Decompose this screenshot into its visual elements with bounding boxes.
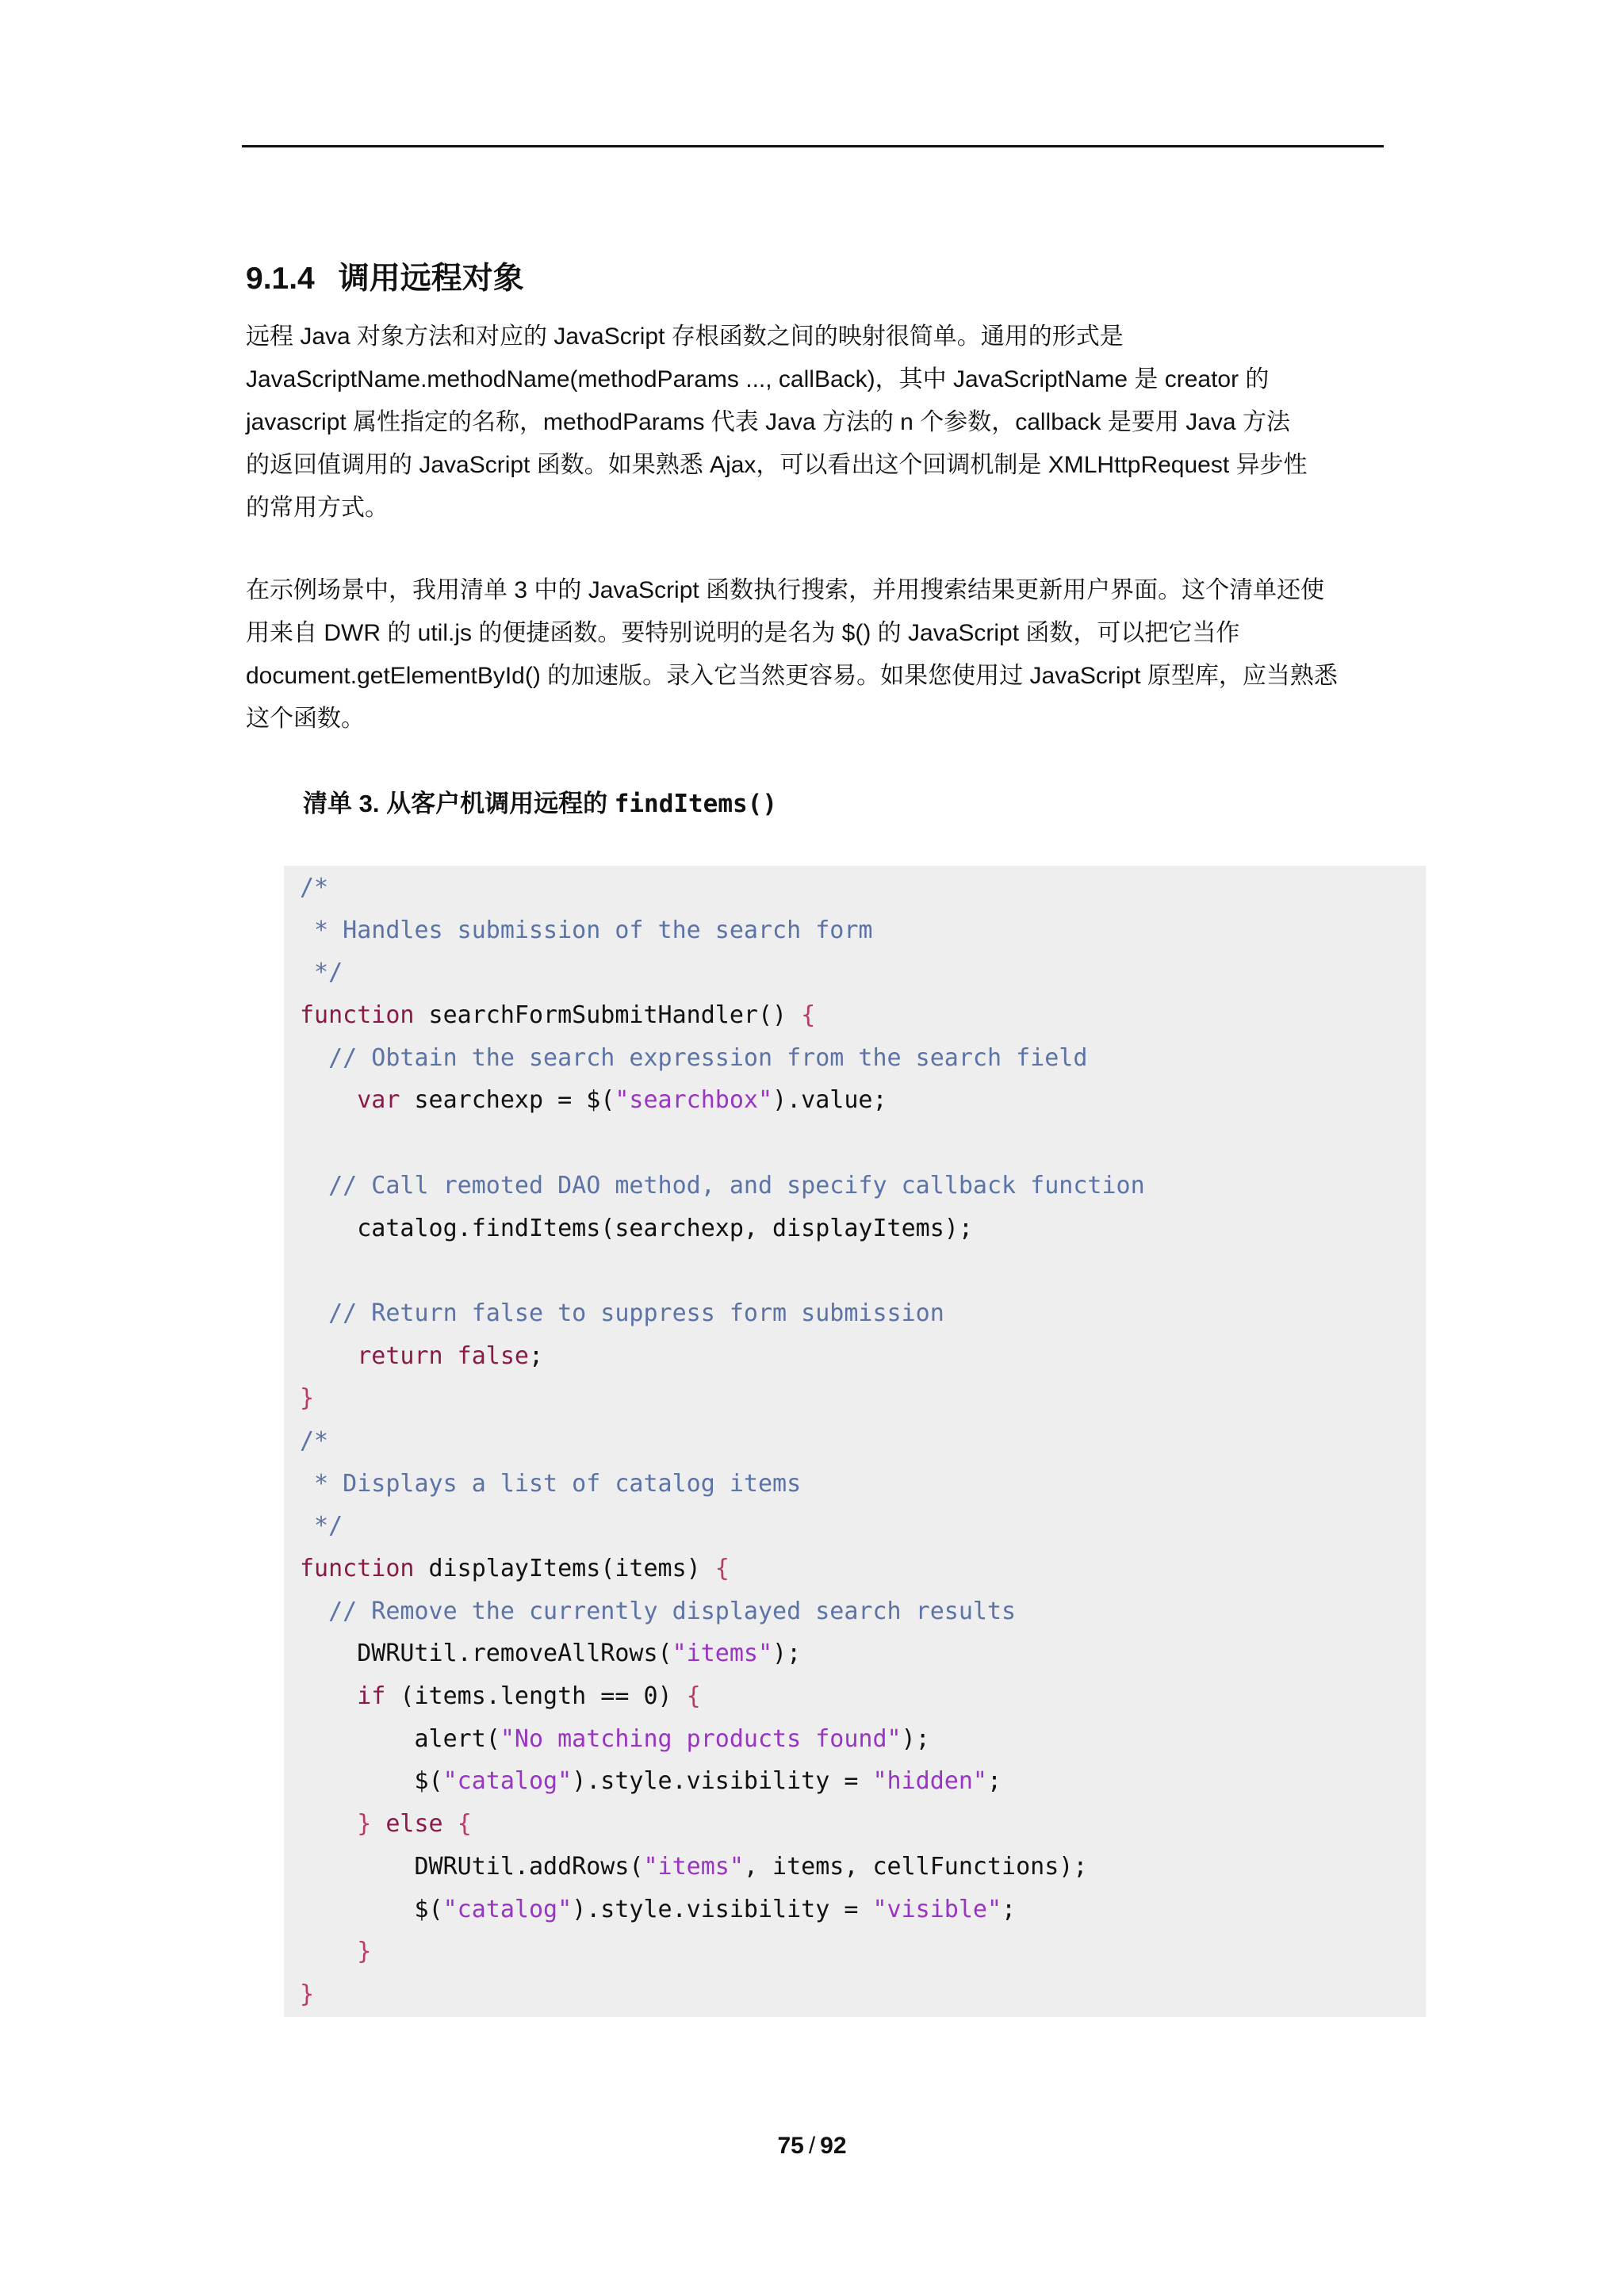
code-line [300, 1590, 1145, 1633]
code-token: DWRUtil.addRows( [300, 1852, 644, 1881]
code-listing [284, 866, 1426, 2017]
code-token: } [300, 1980, 315, 2008]
code-token: * Handles submission of the search form [300, 916, 873, 944]
header-rule [242, 145, 1384, 147]
code-line [300, 1122, 1145, 1165]
code-line [300, 994, 1145, 1037]
code-token: // Return false to suppress form submission [300, 1299, 944, 1327]
listing-caption [303, 783, 777, 819]
listing-caption-code: findItems() [614, 790, 778, 818]
code-token [300, 1086, 357, 1114]
code-token: function [300, 1001, 415, 1030]
code-token: function [300, 1555, 415, 1582]
code-token: { [801, 1001, 816, 1030]
listing-caption-text: 清单 3. 从客户机调用远程的 [303, 790, 615, 817]
section-heading [246, 254, 524, 298]
section-title: 调用远程对象 [338, 262, 524, 296]
code-token [300, 1342, 357, 1370]
code-line [300, 1803, 1145, 1846]
code-line [300, 1292, 1145, 1335]
code-token: { [686, 1682, 701, 1711]
code-line [300, 951, 1145, 994]
code-token: "items" [643, 1852, 744, 1881]
page-number-total: 92 [820, 2133, 847, 2159]
code-token: ); [772, 1640, 802, 1668]
code-token [300, 1682, 357, 1710]
code-token: // Remove the currently displayed search results [300, 1597, 1017, 1625]
code-token: catalog.findItems(searchexp, displayItems); [300, 1214, 973, 1242]
code-line [300, 1037, 1145, 1080]
paragraph-1 [246, 316, 1383, 530]
code-line [300, 1718, 1145, 1761]
code-token: // Call remoted DAO method, and specify callback function [300, 1171, 1145, 1200]
code-block [300, 867, 1145, 2016]
code-line [300, 1463, 1145, 1506]
paragraph-line: 这个函数。 [246, 706, 365, 732]
code-token: alert( [300, 1724, 500, 1753]
code-line [300, 1505, 1145, 1548]
code-line [300, 1931, 1145, 1973]
paragraph-line: JavaScriptName.methodName(methodParams ..., callBack)，其中 JavaScriptName 是 creator 的 [246, 366, 1270, 392]
code-token: if [357, 1682, 386, 1711]
code-line [300, 1846, 1145, 1888]
code-token: * Displays a list of catalog items [300, 1469, 802, 1498]
code-token: "visible" [872, 1895, 1002, 1923]
code-token: searchexp = $( [400, 1086, 615, 1115]
code-token: ); [901, 1724, 930, 1753]
code-token [443, 1810, 458, 1838]
paragraph-line: javascript 属性指定的名称，methodParams 代表 Java 方法的 n 个参数，callback 是要用 Java 方法 [246, 409, 1290, 435]
code-token: ; [529, 1341, 544, 1370]
code-token: } [300, 1384, 315, 1413]
code-token: } [357, 1810, 372, 1839]
code-token: { [457, 1810, 472, 1839]
paragraph-line: 在示例场景中，我用清单 3 中的 JavaScript 函数执行搜索，并用搜索结果更新用户界面。这个清单还使 [246, 577, 1325, 603]
code-token: DWRUtil.removeAllRows( [300, 1640, 672, 1668]
code-token: , items, cellFunctions); [743, 1852, 1088, 1881]
paragraph-line: 远程 Java 对象方法和对应的 JavaScript 存根函数之间的映射很简单。通用的形式是 [246, 323, 1124, 350]
code-token: "searchbox" [615, 1086, 773, 1115]
code-line [300, 1207, 1145, 1250]
section-number: 9.1.4 [246, 262, 315, 296]
paragraph-2 [246, 569, 1383, 740]
code-token: searchFormSubmitHandler() [414, 1001, 802, 1030]
code-line [300, 1165, 1145, 1207]
code-token: "catalog" [442, 1895, 573, 1923]
code-token: "hidden" [872, 1767, 987, 1796]
code-token: { [714, 1555, 730, 1582]
code-token: ).style.visibility = [572, 1895, 873, 1923]
code-line [300, 867, 1145, 909]
code-line [300, 1420, 1145, 1463]
paragraph-line: document.getElementById() 的加速版。录入它当然更容易。如果您使用过 JavaScript 原型库，应当熟悉 [246, 663, 1338, 689]
code-token: $( [300, 1895, 443, 1923]
code-token: ; [1002, 1895, 1017, 1923]
code-token: /* [300, 874, 329, 901]
code-line [300, 1377, 1145, 1420]
code-token: ).value; [772, 1086, 887, 1115]
code-token [300, 1810, 357, 1838]
code-line [300, 1079, 1145, 1122]
code-token: "items" [672, 1640, 773, 1668]
code-line [300, 1888, 1145, 1931]
code-token [300, 1938, 357, 1965]
paragraph-line: 的返回值调用的 JavaScript 函数。如果熟悉 Ajax，可以看出这个回调机制是 XMLHttpRequest 异步性 [246, 452, 1308, 478]
code-token: "No matching products found" [500, 1724, 902, 1753]
code-token: // Obtain the search expression from the search field [300, 1043, 1088, 1072]
code-token: */ [300, 959, 343, 987]
code-token: else [385, 1810, 443, 1839]
code-line [300, 1632, 1145, 1675]
code-token [371, 1810, 385, 1838]
paragraph-line: 的常用方式。 [246, 495, 389, 521]
code-line [300, 909, 1145, 952]
code-token: */ [300, 1512, 343, 1540]
page-number-current: 75 [777, 2133, 804, 2159]
code-token: } [357, 1938, 372, 1966]
page-number-separator: / [808, 2133, 816, 2159]
code-line [300, 1973, 1145, 2016]
code-token: "catalog" [442, 1767, 573, 1796]
code-token: displayItems(items) [414, 1555, 715, 1582]
code-line [300, 1548, 1145, 1590]
code-token: var [357, 1086, 400, 1115]
code-line [300, 1335, 1145, 1378]
code-token: (items.length == 0) [385, 1682, 687, 1711]
code-token: /* [300, 1426, 329, 1455]
paragraph-line: 用来自 DWR 的 util.js 的便捷函数。要特别说明的是名为 $() 的 JavaScript 函数，可以把它当作 [246, 620, 1240, 646]
code-token: ; [986, 1767, 1002, 1796]
code-line [300, 1249, 1145, 1292]
code-token: $( [300, 1767, 443, 1796]
code-token: ).style.visibility = [572, 1767, 873, 1796]
code-token: return false [357, 1341, 529, 1370]
page-footer [0, 2133, 1624, 2160]
code-line [300, 1760, 1145, 1803]
code-line [300, 1675, 1145, 1718]
